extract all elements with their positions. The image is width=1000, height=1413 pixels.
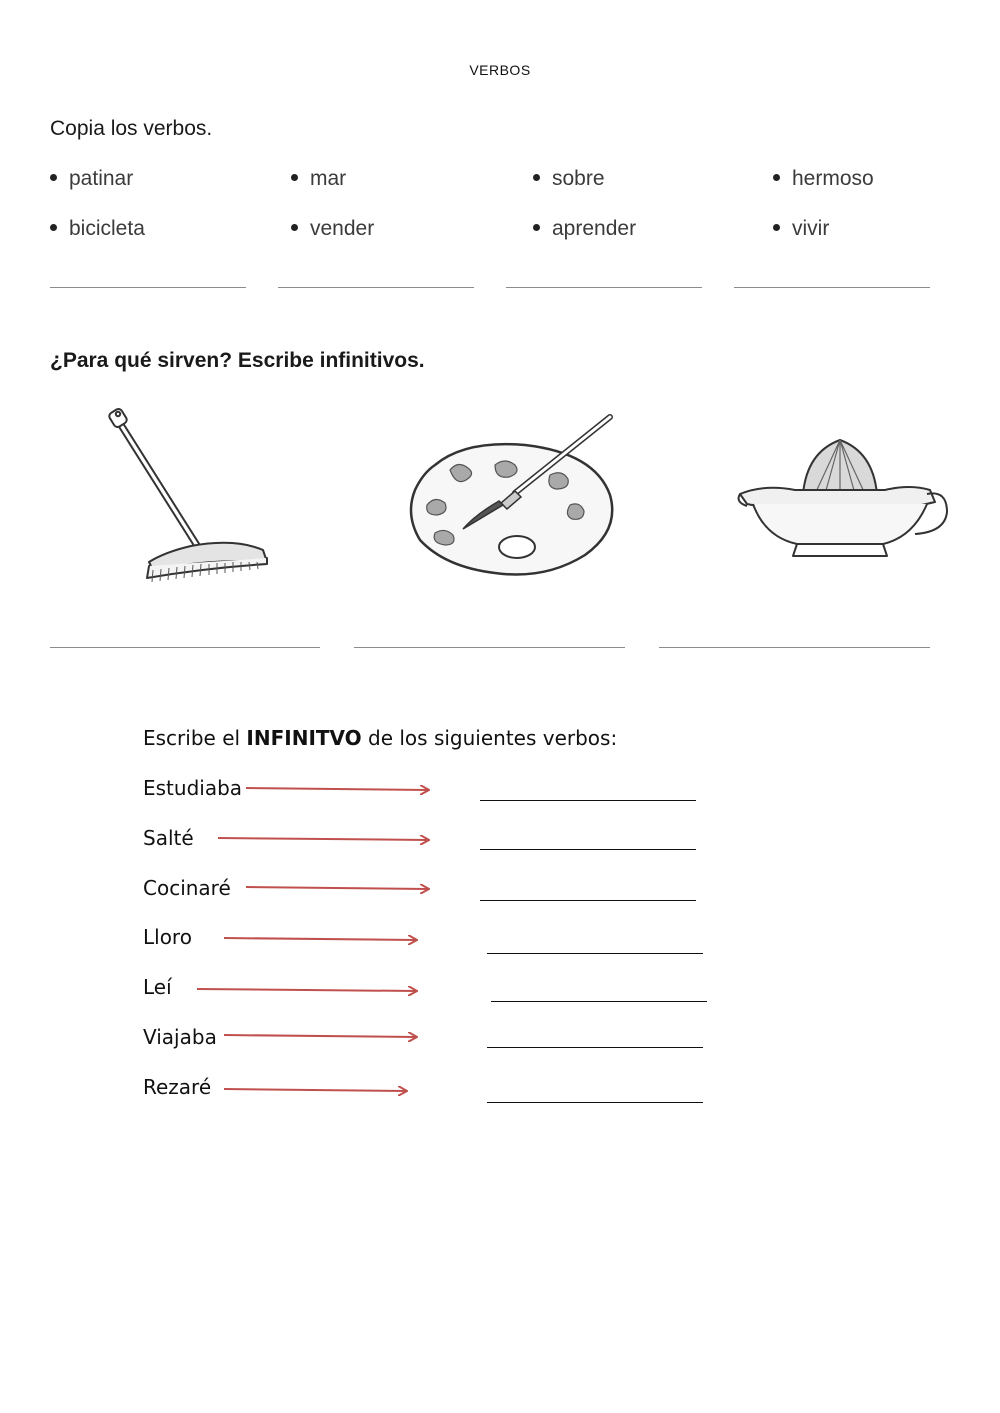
verb-label: Rezaré: [143, 1075, 212, 1099]
page-title: VERBOS: [469, 62, 531, 78]
verb-label: Viajaba: [143, 1025, 217, 1049]
word-label: mar: [310, 167, 347, 190]
answer-line[interactable]: [487, 1047, 703, 1048]
arrow-icon: [224, 1089, 406, 1091]
arrow-icon: [224, 938, 416, 940]
verb-label: Leí: [143, 975, 172, 999]
arrow-icon: [197, 989, 416, 991]
title-text: Escribe el: [143, 726, 247, 750]
answer-line[interactable]: [491, 1001, 707, 1002]
answer-line[interactable]: [487, 1102, 703, 1103]
word-label: vivir: [792, 217, 830, 240]
word-label: sobre: [552, 167, 605, 190]
verb-label: Lloro: [143, 925, 192, 949]
arrow-icon: [246, 788, 428, 790]
answer-line[interactable]: [480, 800, 696, 801]
arrow-icon: [224, 1035, 416, 1037]
answer-line[interactable]: [480, 900, 696, 901]
arrow-icon: [218, 838, 428, 840]
verb-label: Salté: [143, 826, 194, 850]
exercise-1-heading: Copia los verbos.: [50, 117, 213, 140]
verb-label: Estudiaba: [143, 776, 243, 800]
answer-line[interactable]: [480, 849, 696, 850]
word-label: vender: [310, 217, 375, 240]
word-label: patinar: [69, 167, 134, 190]
title-bold-word: INFINITVO: [246, 726, 362, 750]
word-label: bicicleta: [69, 217, 145, 240]
exercise-2-heading: ¿Para qué sirven? Escribe infinitivos.: [50, 349, 425, 372]
answer-line[interactable]: [487, 953, 703, 954]
verb-label: Cocinaré: [143, 876, 231, 900]
word-label: hermoso: [792, 167, 874, 190]
arrow-icon: [246, 887, 428, 889]
word-label: aprender: [552, 217, 637, 240]
title-text: de los siguientes verbos:: [361, 726, 618, 750]
